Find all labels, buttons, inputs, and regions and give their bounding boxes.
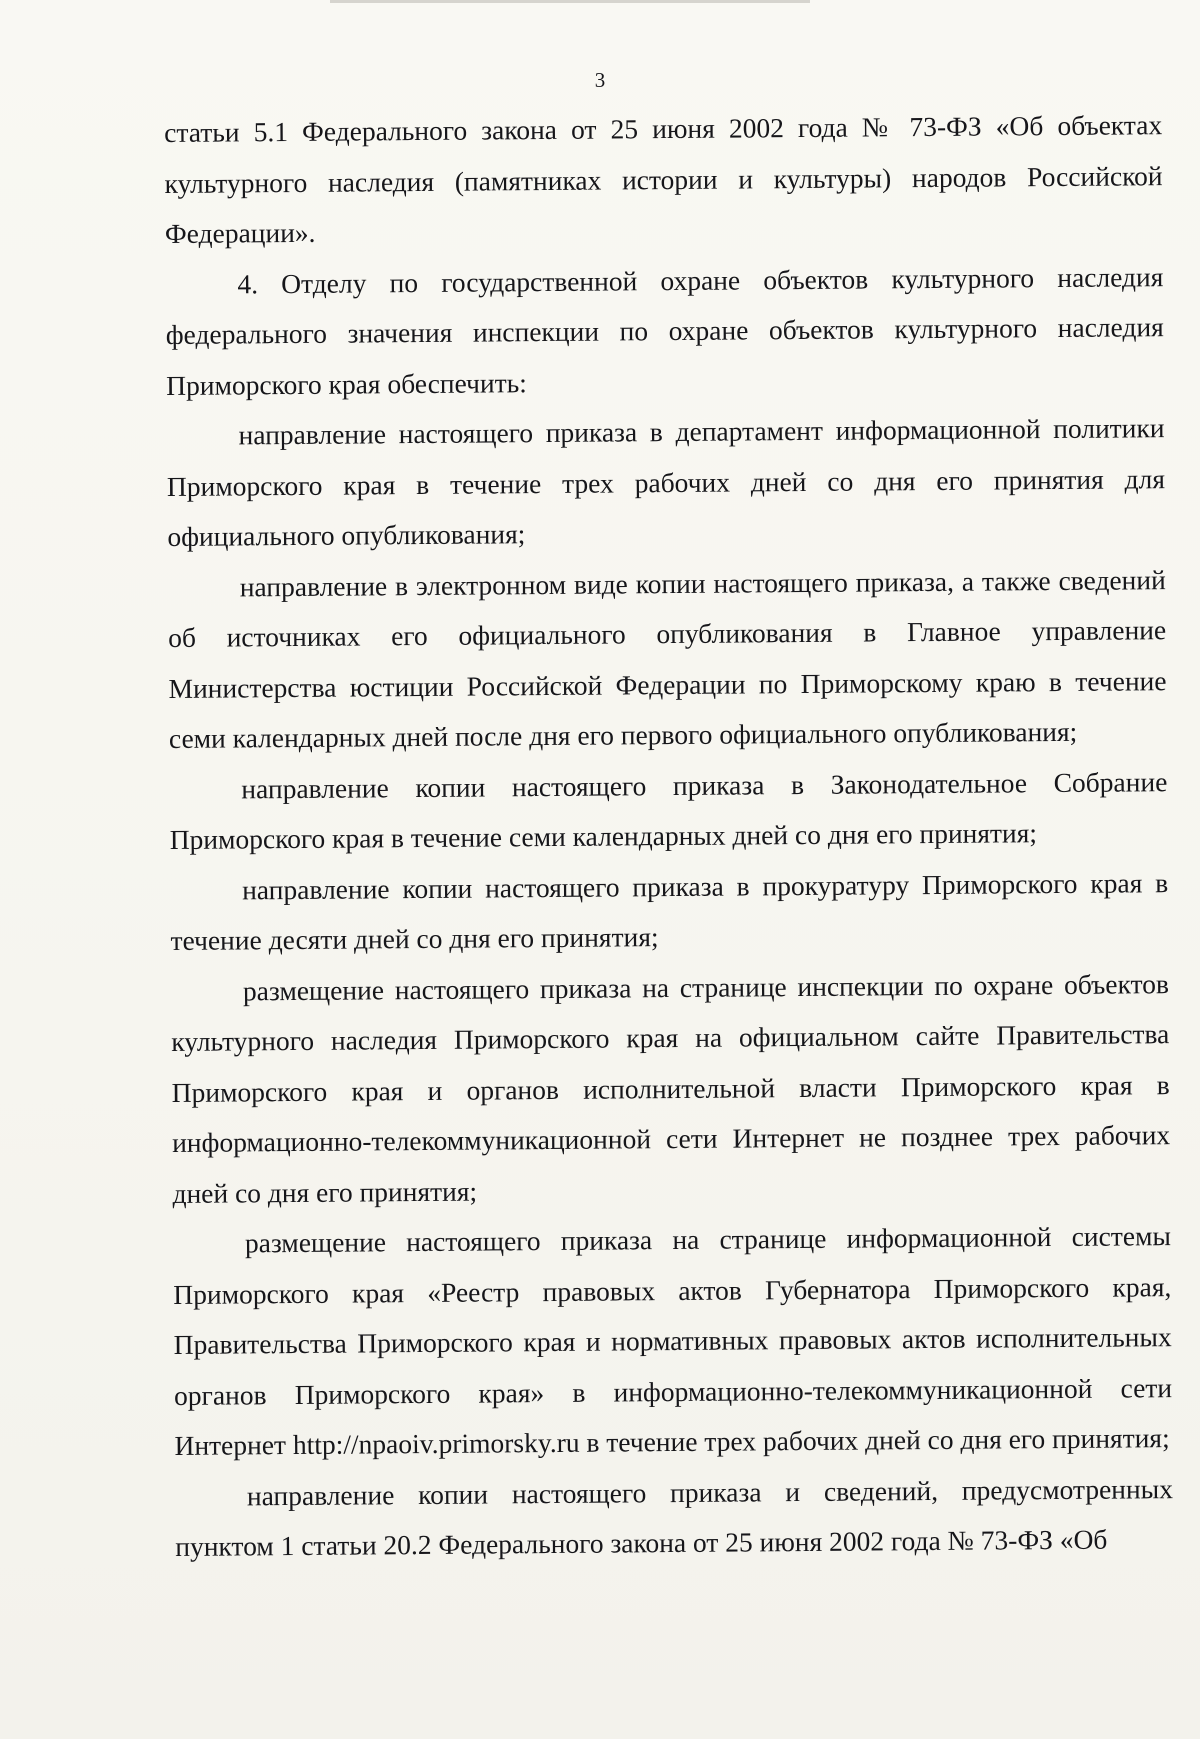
paragraph-continuation: статьи 5.1 Федерального закона от 25 июня 2002 года № 73-ФЗ «Об объектах культурного наследия (памятниках истории и культуры) народов Российской Федерации». bbox=[164, 109, 1163, 249]
paragraph-send-to-info-policy: направление настоящего приказа в департамент информационной политики Приморского края в течение трех рабочих дней со дня его принятия для официального опубликования; bbox=[166, 412, 1166, 552]
paragraph-item-4: 4. Отделу по государственной охране объектов культурного наследия федерального значения инспекции по охране объектов культурного наследия Приморского края обеспечить: bbox=[165, 260, 1164, 401]
document-body bbox=[164, 100, 1173, 1572]
scan-edge-mark bbox=[330, 0, 810, 3]
paragraph-send-electronic-copy: направление в электронном виде копии настоящего приказа, а также сведений об источниках его официального опубликования в Главное управление Министерства юстиции Российской Федерации по Приморскому краю в течение семи календарных дней после дня его первого официального опубликования; bbox=[168, 563, 1167, 754]
paragraph-send-to-prosecutor: направление копии настоящего приказа в прокуратуру Приморского края в течение десяти дней со дня его принятия; bbox=[170, 866, 1169, 956]
paragraph-publish-on-government-site: размещение настоящего приказа на странице инспекции по охране объектов культурного наследия Приморского края на официальном сайте Правительства Приморского края и органов исполнительной власти Приморского края в информационно-телекоммуникационной сети Интернет не позднее трех рабочих дней со дня его принятия; bbox=[171, 967, 1171, 1209]
paragraph-publish-in-registry: размещение настоящего приказа на странице информационной системы Приморского края «Реестр правовых актов Губернатора Приморского края, Правительства Приморского края и нормативных правовых актов исполнительных органов Приморского края» в информационно-телекоммуникационной сети Интернет http://npaoiv.primorsky.ru в течение трех рабочих дней со дня его принятия; bbox=[173, 1220, 1173, 1461]
paragraph-send-copy-and-info: направление копии настоящего приказа и сведений, предусмотренных пунктом 1 статьи 20.2 Федерального закона от 25 июня 2002 года № 73-ФЗ «Об bbox=[175, 1472, 1173, 1562]
paragraph-send-to-legislative-assembly: направление копии настоящего приказа в Законодательное Собрание Приморского края в течение семи календарных дней со дня его принятия; bbox=[169, 765, 1168, 855]
page-number: 3 bbox=[594, 68, 606, 92]
